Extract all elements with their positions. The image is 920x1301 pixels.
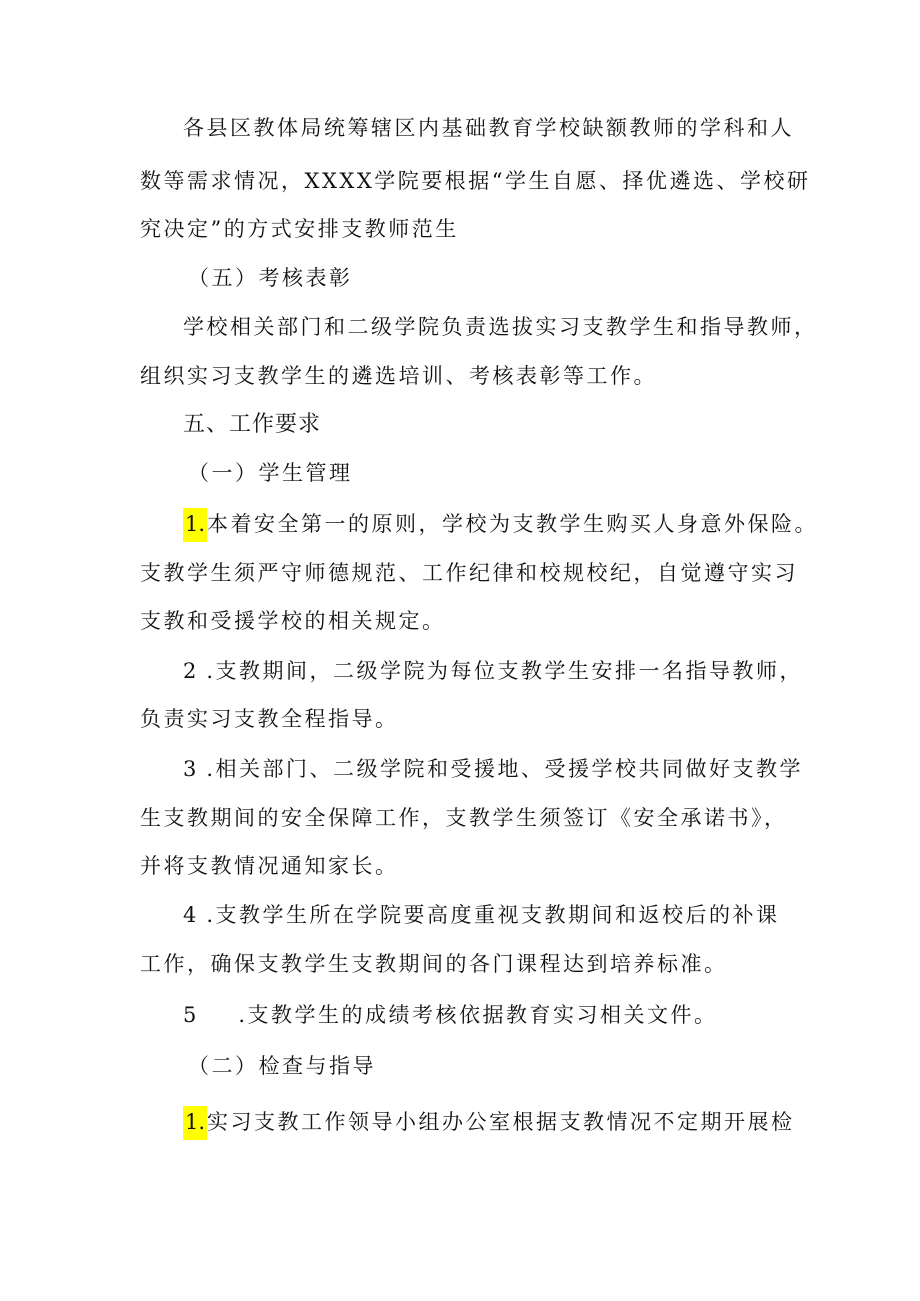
paragraph-2-line-2: 组织实习支教学生的遴选培训、考核表彰等工作。	[140, 364, 657, 388]
paragraph-2-line-1: 学校相关部门和二级学院负责选拔实习支教学生和指导教师，	[183, 315, 818, 339]
paragraph-1-line-2: 数等需求情况，XXXX学院要根据“学生自愿、择优遴选、学校研	[140, 169, 811, 193]
list-number: 3	[183, 757, 197, 781]
list-number: 5	[183, 1003, 197, 1027]
list-item-text: .支教学生所在学院要高度重视支教期间和返校后的补课	[206, 903, 780, 927]
section-heading-work-requirements: 五、工作要求	[183, 412, 322, 437]
highlighted-number: 1.	[183, 1106, 207, 1140]
highlighted-number: 1.	[183, 508, 207, 542]
list-item-text: 实习支教工作领导小组办公室根据支教情况不定期开展检	[207, 1110, 795, 1134]
list-item-4-line-1	[183, 900, 780, 930]
list-item-1-line-2: 支教学生须严守师德规范、工作纪律和校规校纪，自觉遵守实习	[140, 561, 798, 585]
list-item-5-line-1	[183, 1000, 718, 1030]
paragraph-1-line-3: 究决定”的方式安排支教师范生	[140, 217, 459, 241]
list-item-3-line-1	[183, 754, 803, 784]
list-item-3-line-2: 生支教期间的安全保障工作，支教学生须签订《安全承诺书》，	[140, 806, 788, 830]
list-item-text: .相关部门、二级学院和受援地、受援学校共同做好支教学	[206, 757, 804, 781]
list-item-2-line-2: 负责实习支教全程指导。	[140, 707, 399, 731]
list-item-text: 本着安全第一的原则，学校为支教学生购买人身意外保险。	[207, 512, 819, 536]
list-item-3-line-3: 并将支教情况通知家长。	[140, 854, 399, 878]
list-item-1-line-3: 支教和受援学校的相关规定。	[140, 609, 446, 633]
list-number: 4	[183, 903, 197, 927]
paragraph-1-line-1: 各县区教体局统筹辖区内基础教育学校缺额教师的学科和人	[183, 116, 794, 140]
list-item-text: .支教期间，二级学院为每位支教学生安排一名指导教师，	[206, 659, 804, 683]
list-item-6-line-1	[183, 1107, 795, 1137]
list-item-4-line-2: 工作，确保支教学生支教期间的各门课程达到培养标准。	[140, 952, 728, 976]
subheading-inspection-guidance: （二）检查与指导	[188, 1054, 376, 1078]
list-item-2-line-1	[183, 656, 803, 686]
list-item-text: .支教学生的成绩考核依据教育实习相关文件。	[238, 1003, 718, 1027]
list-item-1-line-1	[183, 509, 818, 539]
list-number: 2	[183, 659, 197, 683]
subheading-assessment: （五）考核表彰	[188, 266, 353, 290]
subheading-student-management: （一）学生管理	[188, 461, 353, 485]
